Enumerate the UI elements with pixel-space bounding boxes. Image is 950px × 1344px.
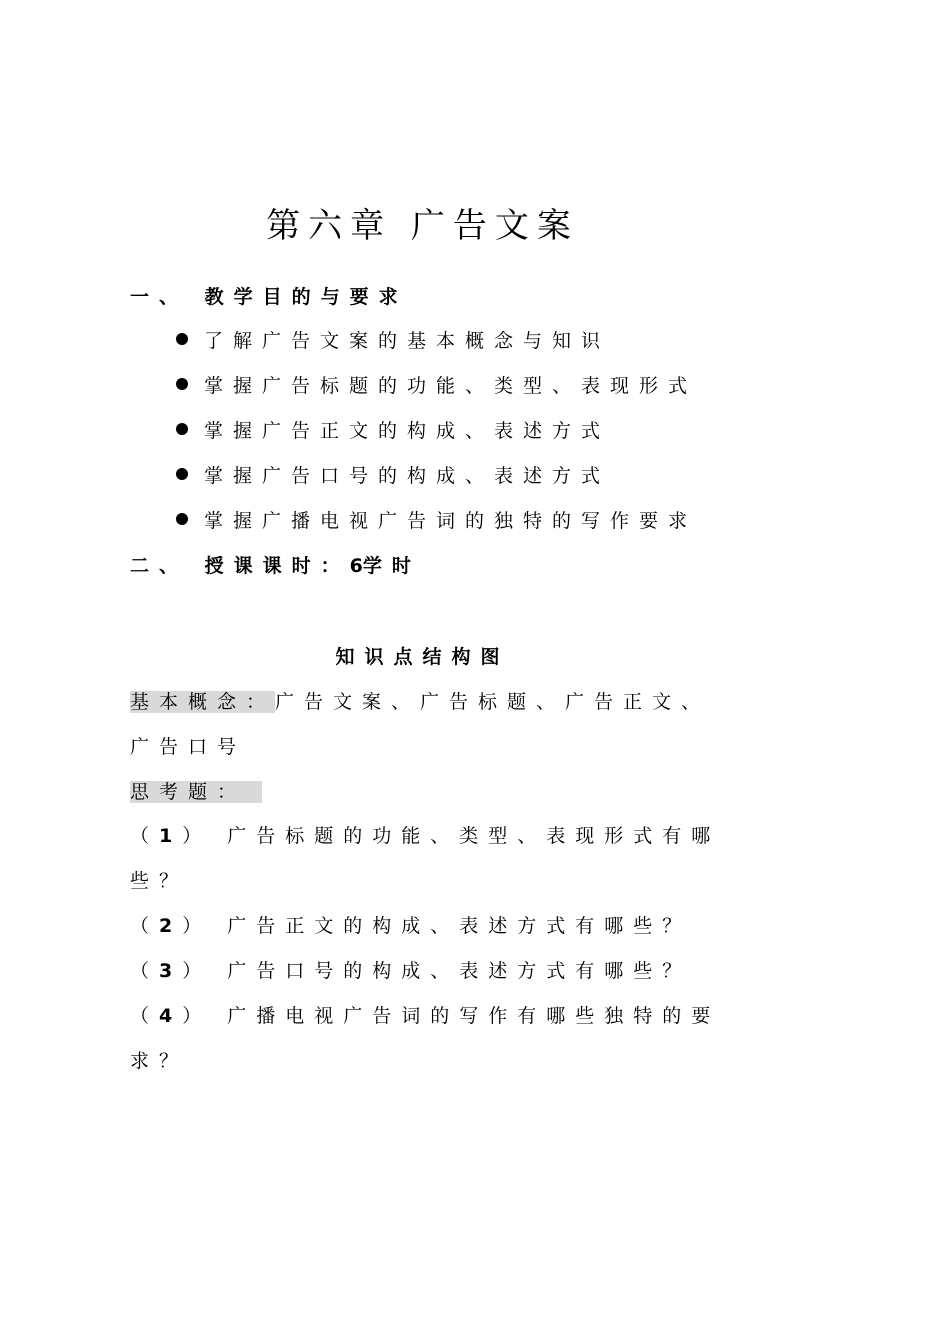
bullet-icon xyxy=(176,513,188,525)
questions-label-line xyxy=(130,777,262,804)
question-number: 2 xyxy=(159,915,183,937)
bullet-icon xyxy=(176,468,188,480)
objective-text: 掌握广告正文的构成、表述方式 xyxy=(204,420,611,442)
question-number: 1 xyxy=(159,825,183,847)
section-heading-objectives: 一、 教学目的与要求 xyxy=(130,286,408,308)
bullet-icon xyxy=(176,423,188,435)
question-number: 3 xyxy=(159,960,183,982)
chapter-title: 第六章 广告文案 xyxy=(266,206,579,246)
concepts-label: 基本概念： xyxy=(130,691,276,713)
concepts-text: 广告文案、广告标题、广告正文、 xyxy=(275,691,711,713)
question-item-cont: 些？ xyxy=(130,870,189,892)
objective-item xyxy=(176,506,697,533)
objective-text: 掌握广播电视广告词的独特的写作要求 xyxy=(204,510,698,532)
bullet-icon xyxy=(176,333,188,345)
objective-text: 了解广告文案的基本概念与知识 xyxy=(204,330,611,352)
question-item: （2） 广告正文的构成、表述方式有哪些？ xyxy=(130,915,692,937)
question-item: （4） 广播电视广告词的写作有哪些独特的要 xyxy=(130,1005,721,1027)
objective-item xyxy=(176,416,610,443)
objective-item xyxy=(176,371,697,398)
concepts-line xyxy=(130,687,710,714)
structure-title: 知识点结构图 xyxy=(335,646,510,668)
question-text: 广告口号的构成、表述方式有哪些？ xyxy=(227,960,692,982)
hours-label: 二、 授课课时： xyxy=(130,555,350,577)
question-text: 广告正文的构成、表述方式有哪些？ xyxy=(227,915,692,937)
objective-text: 掌握广告标题的功能、类型、表现形式 xyxy=(204,375,698,397)
question-item: （1） 广告标题的功能、类型、表现形式有哪 xyxy=(130,825,721,847)
objective-item xyxy=(176,326,610,353)
concepts-line-2: 广告口号 xyxy=(130,736,247,758)
hours-number: 6 xyxy=(349,555,363,577)
question-item-cont: 求？ xyxy=(130,1050,189,1072)
section-heading-hours xyxy=(130,551,421,578)
objective-text: 掌握广告口号的构成、表述方式 xyxy=(204,465,611,487)
bullet-icon xyxy=(176,378,188,390)
question-item: （3） 广告口号的构成、表述方式有哪些？ xyxy=(130,960,692,982)
objective-item xyxy=(176,461,610,488)
question-text: 广告标题的功能、类型、表现形式有哪 xyxy=(227,825,721,847)
hours-unit: 学时 xyxy=(362,555,421,577)
questions-label: 思考题： xyxy=(130,781,247,803)
question-number: 4 xyxy=(159,1005,183,1027)
question-text: 广播电视广告词的写作有哪些独特的要 xyxy=(227,1005,721,1027)
